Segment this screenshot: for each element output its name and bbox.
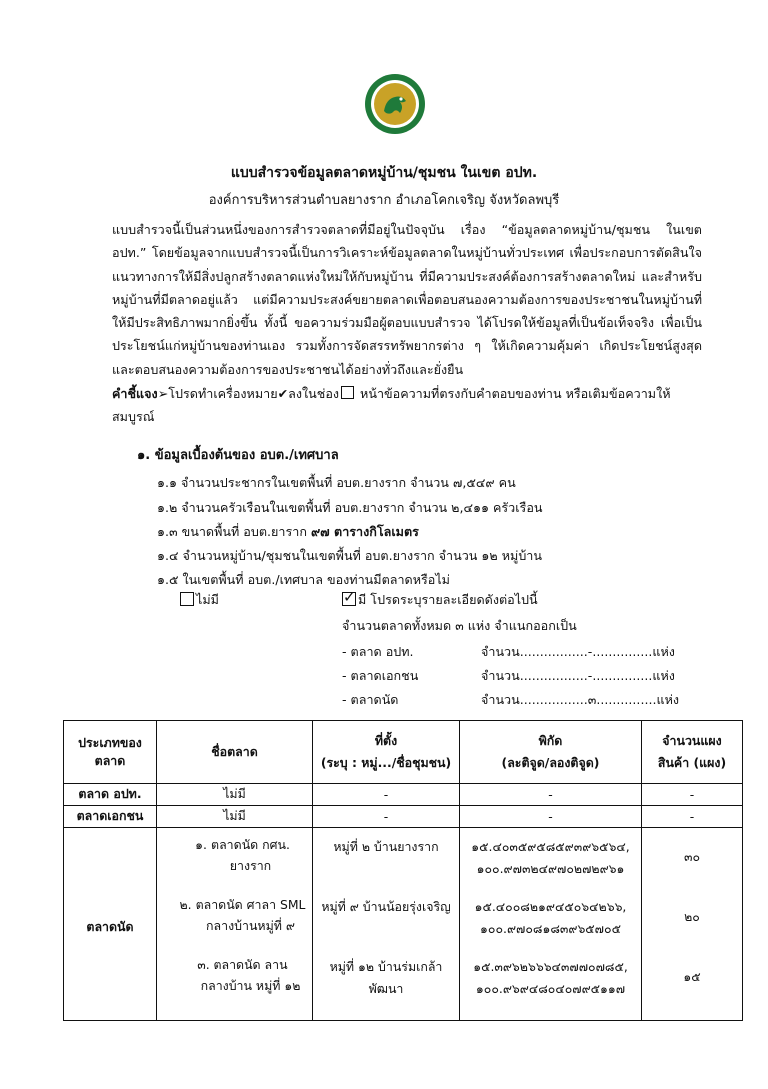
instructions-text-2: หน้าข้อความที่ตรงกับคำตอบของท่าน หรือเติมข้อความให้สมบูรณ์ [112, 386, 671, 424]
item-villages: ๑.๔ จำนวนหมู่บ้าน/ชุมชนในเขตพื้นที่ อบต.ยางราก จำนวน ๑๒ หมู่บ้าน [157, 548, 542, 563]
flea-loc-1-l1: หมู่ที่ ๒ บ้านยางราก [333, 839, 439, 854]
option-has-market[interactable] [342, 590, 538, 610]
flea-name-3-l1: ตลาดนัด ลาน [213, 957, 288, 972]
row-private-coords: - [460, 806, 642, 828]
row-private-stalls: - [642, 806, 743, 828]
flea-location-2 [317, 894, 455, 954]
flea-market-name-3 [161, 954, 308, 1020]
flea-name-1-l1: ตลาดนัด กศน. [211, 837, 290, 852]
row-flea-stalls [642, 828, 743, 1021]
flea-stalls-1-value: ๓๐ [683, 849, 701, 864]
item-population: ๑.๑ จำนวนประชากรในเขตพื้นที่ อบต.ยางราก จำนวน ๗,๕๔๙ คน [157, 475, 516, 490]
row-local-name: ไม่มี [157, 784, 313, 806]
header-coords [460, 721, 642, 784]
row-local-stalls: - [642, 784, 743, 806]
flea-coords-1 [464, 834, 637, 894]
table-row [64, 828, 743, 1021]
markets-table [63, 720, 743, 1021]
table-row [64, 784, 743, 806]
flea-lon-2: ๑๐๐.๙๗๐๘๑๘๓๙๖๕๗๐๕ [480, 921, 621, 936]
row-private-type: ตลาดเอกชน [64, 806, 157, 828]
item-area [157, 522, 419, 542]
instructions [112, 382, 712, 428]
market-local-label: - ตลาด อปท. [342, 644, 414, 659]
department-emblem-logo [364, 73, 426, 135]
header-location [313, 721, 460, 784]
intro-paragraph: แบบสำรวจนี้เป็นส่วนหนึ่งของการสำรวจตลาดที่มีอยู่ในปัจจุบัน เรื่อง “ข้อมูลตลาดหมู่บ้าน/ชุมชน ในเขต อปท.” โดยข้อมูลจากแบบสำรวจนี้เป็นการวิเคราะห์ข้อมูลตลาดในหมู่บ้านทั่วประเทศ เพื่อประกอบการตัดสินใจแนวทางการให้มีสิ่งปลูกสร้างตลาดแห่งใหม่ให้กับหมู่บ้าน ที่มีความประสงค์ต้องการสร้างตลาดใหม่ และสำหรับหมู่บ้านที่มีตลาดอยู่แล้ว แต่มีความประสงค์ขยายตลาดเพื่อตอบสนองความต้องการของประชาชนในหมู่บ้านที่ให้มีประสิทธิภาพมากยิ่งขึ้น ทั้งนี้ ขอความร่วมมือผู้ตอบแบบสำรวจ ได้โปรดให้ข้อมูลที่เป็นข้อเท็จจริง เพื่อเป็นประโยชน์แก่หมู่บ้านของท่านเอง รวมทั้งการจัดสรรทรัพยากรต่าง ๆ ให้เกิดความคุ้มค่า เกิดประโยชน์สูงสุด และตอบสนองความต้องการของประชาชนได้อย่างทั่วถึงและยั่งยืน [112, 222, 702, 377]
item-area-value: ๙๗ ตารางกิโลเมตร [310, 524, 419, 539]
flea-name-1-l2: ยางราก [229, 858, 272, 873]
flea-lat-1: ๑๕.๔๐๓๕๙๕๘๕๙๓๙๖๕๖๔, [471, 839, 630, 854]
market-flea-label: - ตลาดนัด [342, 692, 399, 707]
header-stalls [642, 721, 743, 784]
flea-name-2-l1: ตลาดนัด ศาลา SML [195, 897, 306, 912]
flea-name-2-l2: กลางบ้านหมู่ที่ ๙ [206, 918, 295, 933]
flea-loc-3-l2: พัฒนา [368, 981, 404, 996]
flea-lon-1: ๑๐๐.๙๗๓๒๔๙๗๐๒๗๒๙๖๑ [476, 861, 625, 876]
row-local-coords: - [460, 784, 642, 806]
table-header-row [64, 721, 743, 784]
instructions-label: คำชี้แจง [112, 386, 158, 401]
flea-market-name-2 [161, 894, 308, 954]
flea-name-3-l2: กลางบ้าน หมู่ที่ ๑๒ [200, 978, 301, 993]
flea-loc-3-l1: หมู่ที่ ๑๒ บ้านร่มเกล้า [329, 959, 443, 974]
item-area-label: ๑.๓ ขนาดพื้นที่ อบต.ยาราก [157, 524, 311, 539]
row-private-name: ไม่มี [157, 806, 313, 828]
flea-num-1: ๑. [195, 837, 207, 852]
row-private-location: - [313, 806, 460, 828]
flea-coords-2 [464, 894, 637, 954]
row-flea-locations [313, 828, 460, 1021]
market-local-count: จำนวน.................-...............แห่ง [481, 644, 675, 659]
organization-subtitle: องค์การบริหารส่วนตำบลยางราก อำเภอโคกเจริญ จังหวัดลพบุรี [208, 193, 560, 208]
flea-stalls-1 [646, 834, 738, 894]
row-flea-type: ตลาดนัด [64, 828, 157, 1021]
flea-coords-3 [464, 954, 637, 1020]
market-total-line: จำนวนตลาดทั้งหมด ๓ แห่ง จำแนกออกเป็น [342, 618, 577, 633]
flea-loc-2-l1: หมู่ที่ ๙ บ้านน้อยรุ่งเจริญ [321, 899, 451, 914]
item-has-market-question: ๑.๕ ในเขตพื้นที่ อบต./เทศบาล ของท่านมีตลาดหรือไม่ [157, 572, 450, 587]
item-households: ๑.๒ จำนวนครัวเรือนในเขตพื้นที่ อบต.ยางราก จำนวน ๒,๔๑๑ ครัวเรือน [157, 500, 543, 515]
checkbox-yes-checked[interactable] [342, 592, 356, 606]
option-yes-label: มี โปรดระบุรายละเอียดดังต่อไปนี้ [358, 592, 538, 607]
flea-num-3: ๓. [197, 957, 210, 972]
row-flea-names [157, 828, 313, 1021]
market-private-label: - ตลาดเอกชน [342, 668, 419, 683]
header-location-l1: ที่ตั้ง [374, 733, 398, 748]
market-flea-count: จำนวน.................๓...............แห่ง [481, 692, 680, 707]
checkbox-no[interactable] [180, 592, 194, 606]
section-1-heading: ๑. ข้อมูลเบื้องต้นของ อบต./เทศบาล [137, 448, 339, 463]
flea-location-3 [317, 954, 455, 1020]
flea-stalls-3-value: ๑๕ [683, 969, 701, 984]
checkbox-sample-icon [341, 386, 354, 399]
row-flea-coords [460, 828, 642, 1021]
market-private-count: จำนวน.................-...............แห่ง [481, 668, 675, 683]
flea-stalls-2 [646, 894, 738, 954]
flea-lat-2: ๑๕.๔๐๐๘๒๑๙๔๕๐๖๔๒๖๖, [474, 899, 627, 914]
row-local-type: ตลาด อปท. [64, 784, 157, 806]
option-no-market[interactable] [180, 590, 219, 610]
flea-stalls-3 [646, 954, 738, 1020]
header-stalls-l1: จำนวนแผง [662, 733, 722, 748]
flea-lat-3: ๑๕.๓๙๖๒๖๖๖๔๓๗๗๐๗๘๕, [473, 959, 628, 974]
header-type: ประเภทของตลาด [64, 721, 157, 784]
header-location-l2: (ระบุ : หมู่.../ชื่อชุมชน) [320, 755, 452, 770]
flea-lon-3: ๑๐๐.๙๖๙๔๘๐๔๐๗๙๕๑๑๗ [475, 981, 626, 996]
table-row [64, 806, 743, 828]
header-coords-l2: (ละติจูด/ลองติจูด) [501, 755, 600, 770]
flea-market-name-1 [161, 834, 308, 894]
option-no-label: ไม่มี [196, 592, 219, 607]
flea-location-1 [317, 834, 455, 894]
row-local-location: - [313, 784, 460, 806]
header-coords-l1: พิกัด [538, 733, 563, 748]
instructions-text-1: ➢โปรดทำเครื่องหมาย✔ลงในช่อง [157, 386, 340, 401]
flea-num-2: ๒. [179, 897, 192, 912]
header-name: ชื่อตลาด [157, 721, 313, 784]
header-stalls-l2: สินค้า (แผง) [657, 755, 727, 770]
flea-stalls-2-value: ๒๐ [684, 909, 700, 924]
survey-title: แบบสำรวจข้อมูลตลาดหมู่บ้าน/ชุมชน ในเขต อปท. [230, 165, 538, 181]
